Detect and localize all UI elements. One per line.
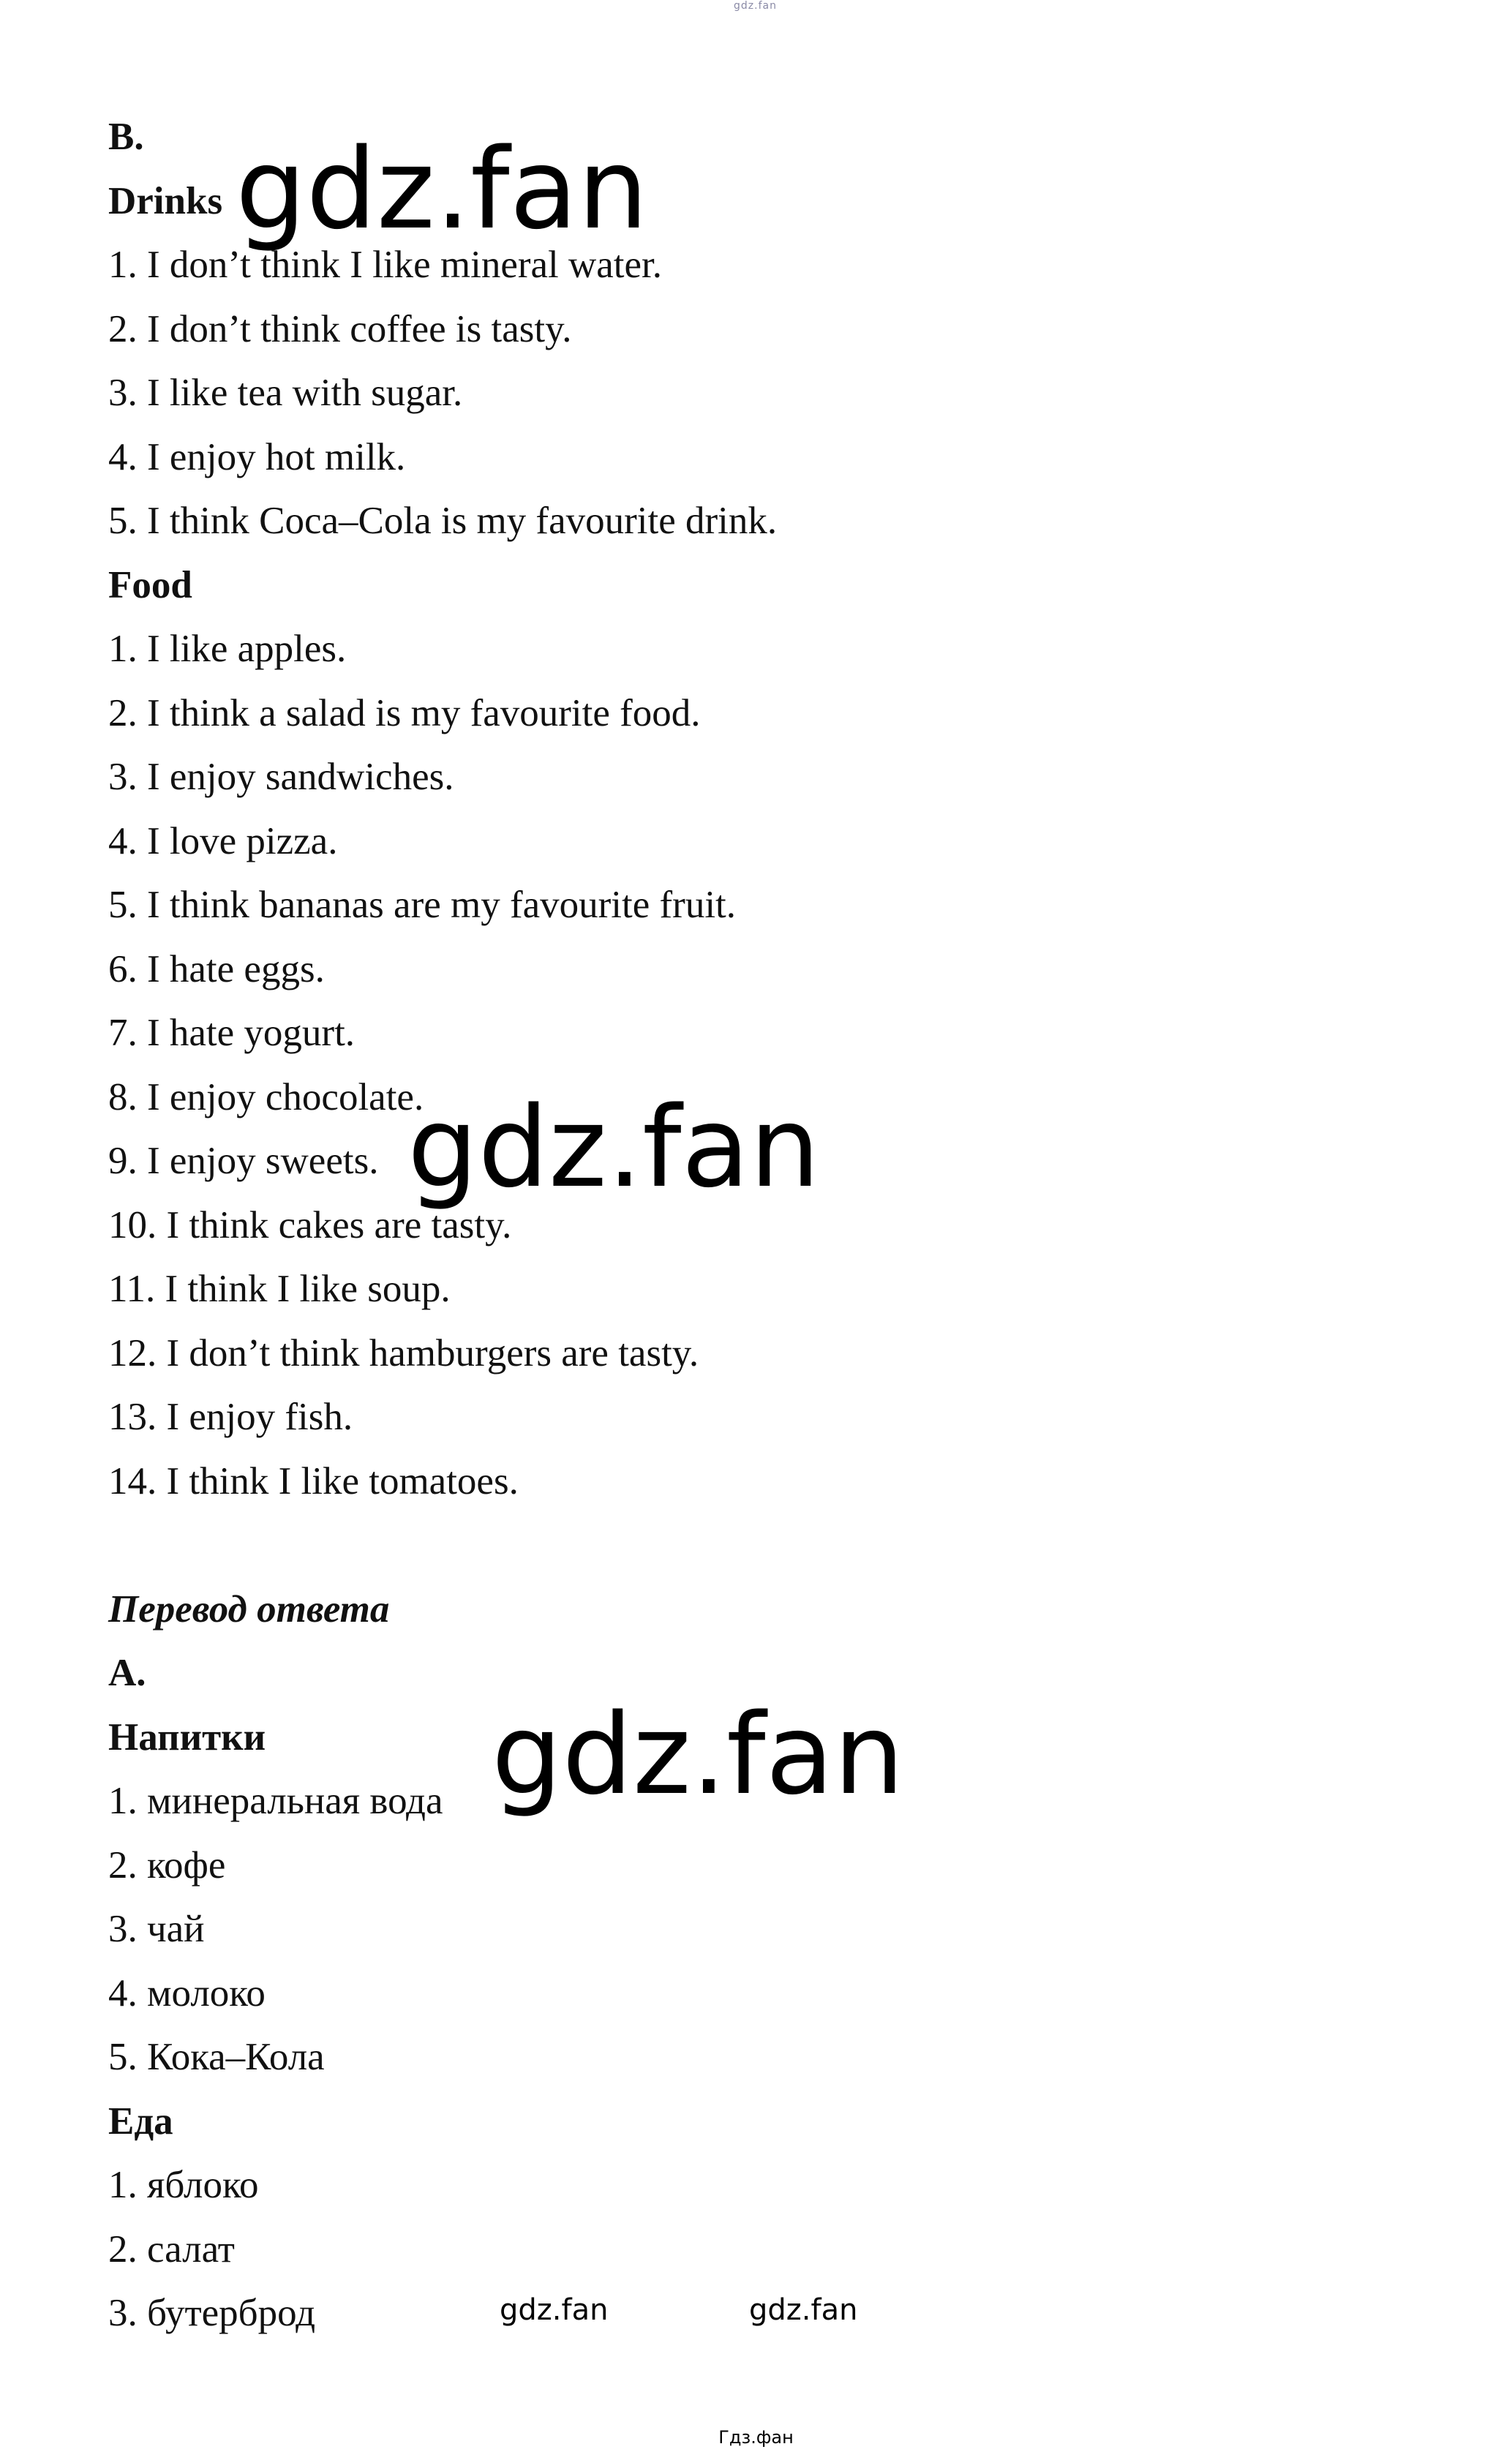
drinks-item: 4. I enjoy hot milk. (108, 435, 406, 478)
footer-text: Гдз.фан (718, 2427, 794, 2448)
translation-food-heading: Еда (108, 2099, 173, 2143)
translation-food-item: 1. яблоко (108, 2164, 259, 2206)
food-item: 12. I don’t think hamburgers are tasty. (108, 1331, 699, 1374)
watermark-large: gdz.fan (407, 1083, 821, 1212)
food-item: 9. I enjoy sweets. (108, 1140, 379, 1182)
food-item: 14. I think I like tomatoes. (108, 1459, 519, 1503)
drinks-item: 3. I like tea with sugar. (108, 372, 463, 414)
translation-drinks-item: 5. Кока–Кола (108, 2036, 325, 2078)
food-item: 11. I think I like soup. (108, 1268, 451, 1310)
translation-drinks-heading: Напитки (108, 1715, 266, 1759)
drinks-heading: Drinks (108, 179, 223, 222)
translation-label: A. (108, 1652, 146, 1694)
section-spacer (108, 1513, 1425, 1578)
document-content (108, 105, 1425, 2346)
food-item: 7. I hate yogurt. (108, 1012, 356, 1054)
food-item: 4. I love pizza. (108, 819, 338, 862)
translation-drinks-item: 3. чай (108, 1908, 205, 1950)
watermark-large: gdz.fan (492, 1690, 905, 1819)
translation-drinks-item: 1. минеральная вода (108, 1780, 443, 1822)
food-item: 6. I hate eggs. (108, 947, 325, 990)
watermark-large: gdz.fan (236, 124, 649, 254)
top-watermark: gdz.fan (734, 0, 777, 12)
drinks-item: 2. I don’t think coffee is tasty. (108, 307, 572, 350)
food-item: 1. I like apples. (108, 628, 347, 670)
food-item: 3. I enjoy sandwiches. (108, 756, 454, 798)
drinks-item: 1. I don’t think I like mineral water. (108, 244, 663, 286)
translation-heading: Перевод ответа (108, 1587, 390, 1631)
translation-food-item: 3. бутерброд (108, 2292, 316, 2334)
food-item: 10. I think cakes are tasty. (108, 1203, 512, 1246)
food-item: 2. I think a salad is my favourite food. (108, 691, 701, 734)
watermark-small: gdz.fan (749, 2293, 858, 2327)
food-item: 8. I enjoy chocolate. (108, 1075, 424, 1118)
food-item: 5. I think bananas are my favourite fruit. (108, 884, 737, 926)
translation-drinks-item: 4. молоко (108, 1971, 266, 2015)
food-heading: Food (108, 563, 192, 606)
translation-food-item: 2. салат (108, 2227, 235, 2271)
translation-drinks-item: 2. кофе (108, 1843, 226, 1887)
section-b-label: B. (108, 116, 144, 158)
drinks-item: 5. I think Coca–Cola is my favourite drink. (108, 500, 778, 542)
food-item: 13. I enjoy fish. (108, 1396, 353, 1438)
watermark-small: gdz.fan (500, 2293, 609, 2327)
